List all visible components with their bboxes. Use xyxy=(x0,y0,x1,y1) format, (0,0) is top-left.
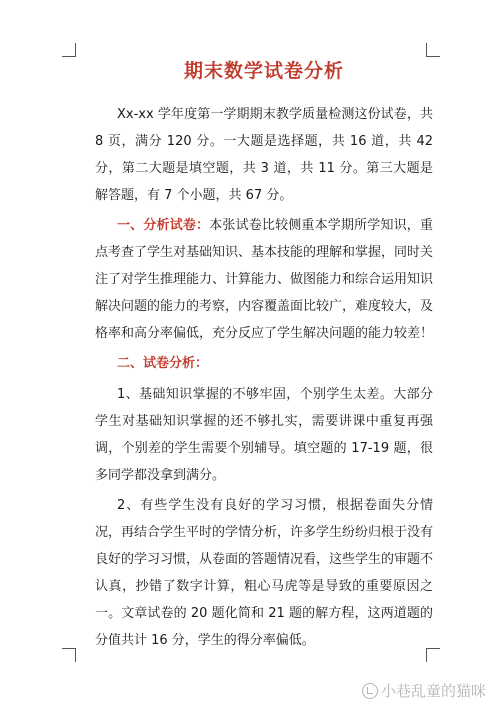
section1-text: 本张试卷比较侧重本学期所学知识，重点考查了学生对基础知识、基本技能的理解和掌握，同时关注了对学生推理能力、计算能力、做图能力和综合运用知识解决问题的能力的考察，内容覆盖面比较广，难度较大，及格率和高分率偏低，充分反应了学生解决问题的能力较差！ xyxy=(95,218,434,341)
section2-heading: 二、试卷分析： xyxy=(117,356,209,371)
watermark xyxy=(362,680,486,701)
watermark-logo-icon xyxy=(362,683,378,699)
crop-mark-top-left-h xyxy=(62,56,76,57)
document-page xyxy=(95,56,433,657)
crop-mark-top-right-v xyxy=(426,43,427,57)
watermark-text: 小巷乱童的猫咪 xyxy=(380,682,486,700)
section1-label: 一、分析试卷： xyxy=(117,218,210,233)
crop-mark-bottom-left-v xyxy=(75,648,76,662)
document-title: 期末数学试卷分析 xyxy=(183,60,344,82)
crop-mark-bottom-left-h xyxy=(62,648,76,649)
intro-paragraph: Xx-xx 学年度第一学期期末教学质量检测这份试卷，共 8 页，满分 120 分。一大题是选择题，共 16 道，共 42 分，第二大题是填空题，共 3 道，共 11 分。第三大题是解答题，有 7 个小题，共 67 分。 xyxy=(95,107,433,203)
section1-paragraph xyxy=(95,212,433,347)
crop-mark-top-left-v xyxy=(75,43,76,57)
point1-paragraph: 1、基础知识掌握的不够牢固，个别学生太差。大部分学生对基础知识掌握的还不够扎实，需要讲课中重复再强调，个别差的学生需要个别辅导。填空题的 17-19 题，很多同学都没拿到满分。 xyxy=(95,387,433,483)
point2-paragraph: 2、有些学生没有良好的学习习惯，根据卷面失分情况，再结合学生平时的学情分析，许多学生纷纷归根于没有良好的学习习惯，从卷面的答题情况看，这些学生的审题不认真，抄错了数字计算，粗心马虎等是导致的重要原因之一。文章试卷的 20 题化简和 21 题的解方程，这两道题的分值共计 16 分，学生的得分率偏低。 xyxy=(95,498,434,648)
